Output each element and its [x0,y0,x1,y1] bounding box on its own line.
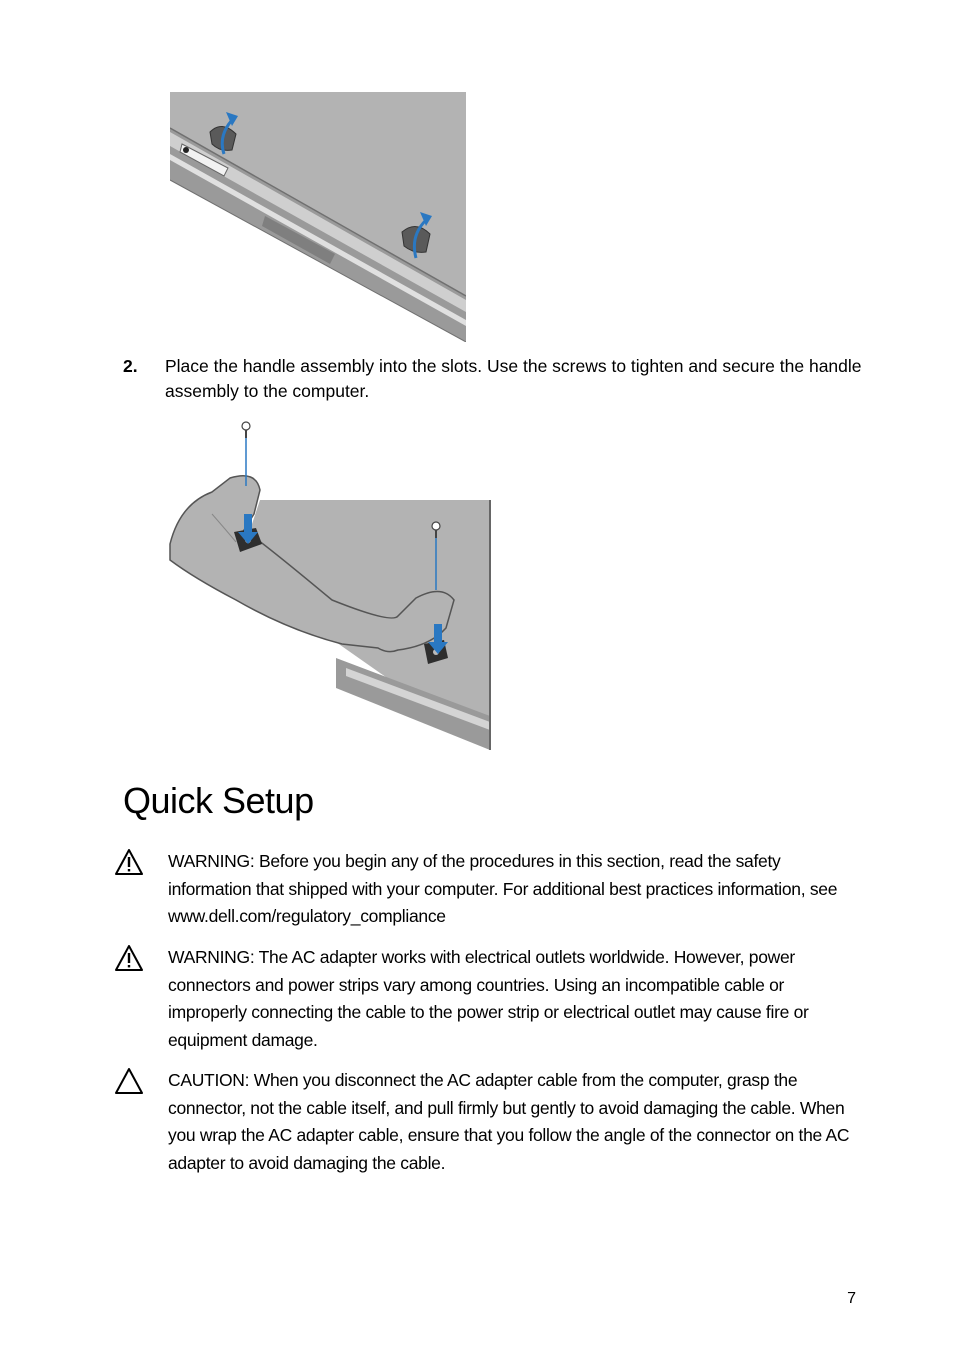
warning-text: WARNING: The AC adapter works with electrical outlets worldwide. However, power connectors and power strips vary among countries. Using an incompatible cable or improperly connecting the cable to the power strip or electrical outlet may cause fire or equipment damage. [168,947,809,1050]
page-number: 7 [847,1290,856,1307]
warning-triangle-icon [114,848,144,876]
figure-install-handle [166,418,494,750]
figure-remove-slot-covers [170,92,466,342]
section-title: Quick Setup [123,780,314,821]
caution-triangle-icon [114,1067,144,1095]
step-number: 2. [123,356,138,376]
warning-text: WARNING: Before you begin any of the procedures in this section, read the safety information that shipped with your computer. For additional best practices information, see www.dell.com/regulatory_compliance [168,851,838,926]
caution-text: CAUTION: When you disconnect the AC adapter cable from the computer, grasp the connector, not the cable itself, and pull firmly but gently to avoid damaging the cable. When you wrap the AC adapter cable, ensure that you follow the angle of the connector on the AC adapter to avoid damaging the cable. [168,1070,850,1173]
step-text: Place the handle assembly into the slots. Use the screws to tighten and secure the handle assembly to the computer. [165,356,862,401]
warning-triangle-icon [114,944,144,972]
